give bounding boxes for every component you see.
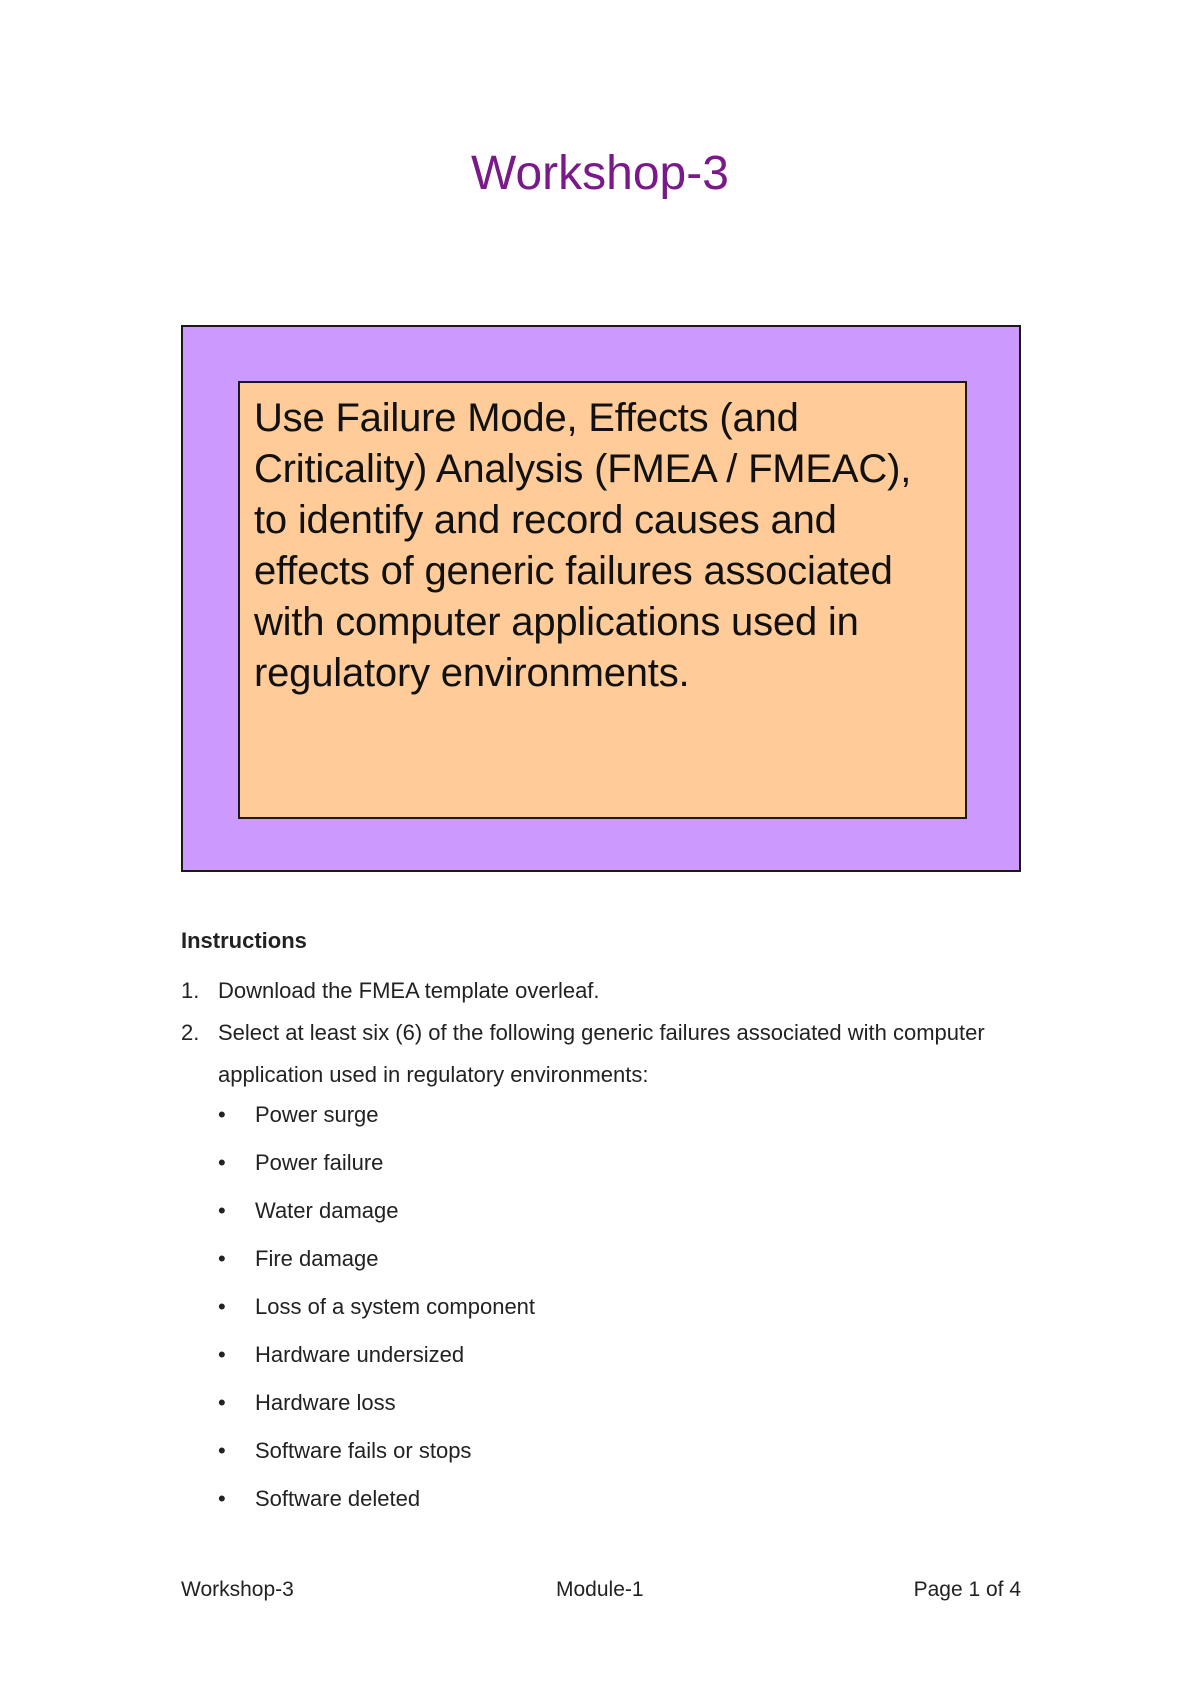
failure-item: Software fails or stops <box>255 1438 472 1463</box>
bullet-icon: • <box>218 1246 226 1271</box>
step-text: Select at least six (6) of the following generic failures associated with computer application used in regulatory environments: <box>218 1020 985 1087</box>
page-title: Workshop-3 <box>471 147 729 200</box>
bullet-icon: • <box>218 1150 226 1175</box>
bullet-icon: • <box>218 1342 226 1367</box>
footer-module-label: Module-1 <box>556 1578 644 1601</box>
bullet-icon: • <box>218 1486 226 1511</box>
list-item <box>218 1244 1021 1274</box>
bullet-icon: • <box>218 1438 226 1463</box>
failure-item: Power surge <box>255 1102 379 1127</box>
list-item <box>218 1148 1021 1178</box>
failure-item: Hardware loss <box>255 1390 396 1415</box>
list-item <box>218 1436 1021 1466</box>
objective-text: Use Failure Mode, Effects (and Criticality) Analysis (FMEA / FMEAC), to identify and record causes and effects of generic failures associated with computer applications used in regulatory environments. <box>254 396 912 695</box>
page-footer <box>181 1578 1021 1608</box>
step-number: 1. <box>181 978 200 1003</box>
failure-item: Fire damage <box>255 1246 379 1271</box>
instructions-section <box>181 926 1021 1532</box>
footer-page-number: Page 1 of 4 <box>913 1578 1021 1601</box>
instructions-heading: Instructions <box>181 928 307 953</box>
failure-list <box>218 1100 1021 1514</box>
bullet-icon: • <box>218 1390 226 1415</box>
step-text: Download the FMEA template overleaf. <box>218 978 600 1003</box>
instruction-step <box>181 1012 1021 1514</box>
failure-item: Software deleted <box>255 1486 421 1511</box>
step-number: 2. <box>181 1020 200 1045</box>
list-item <box>218 1388 1021 1418</box>
bullet-icon: • <box>218 1198 226 1223</box>
instruction-step <box>181 970 1021 1012</box>
objective-outer-frame <box>181 325 1021 872</box>
list-item <box>218 1100 1021 1130</box>
list-item <box>218 1292 1021 1322</box>
objective-inner-box <box>238 381 967 819</box>
failure-item: Power failure <box>255 1150 384 1175</box>
failure-item: Hardware undersized <box>255 1342 465 1367</box>
instruction-steps <box>181 970 1021 1514</box>
failure-item: Loss of a system component <box>255 1294 536 1319</box>
list-item <box>218 1484 1021 1514</box>
bullet-icon: • <box>218 1102 226 1127</box>
list-item <box>218 1196 1021 1226</box>
failure-item: Water damage <box>255 1198 399 1223</box>
bullet-icon: • <box>218 1294 226 1319</box>
footer-workshop-label: Workshop-3 <box>181 1578 294 1601</box>
list-item <box>218 1340 1021 1370</box>
